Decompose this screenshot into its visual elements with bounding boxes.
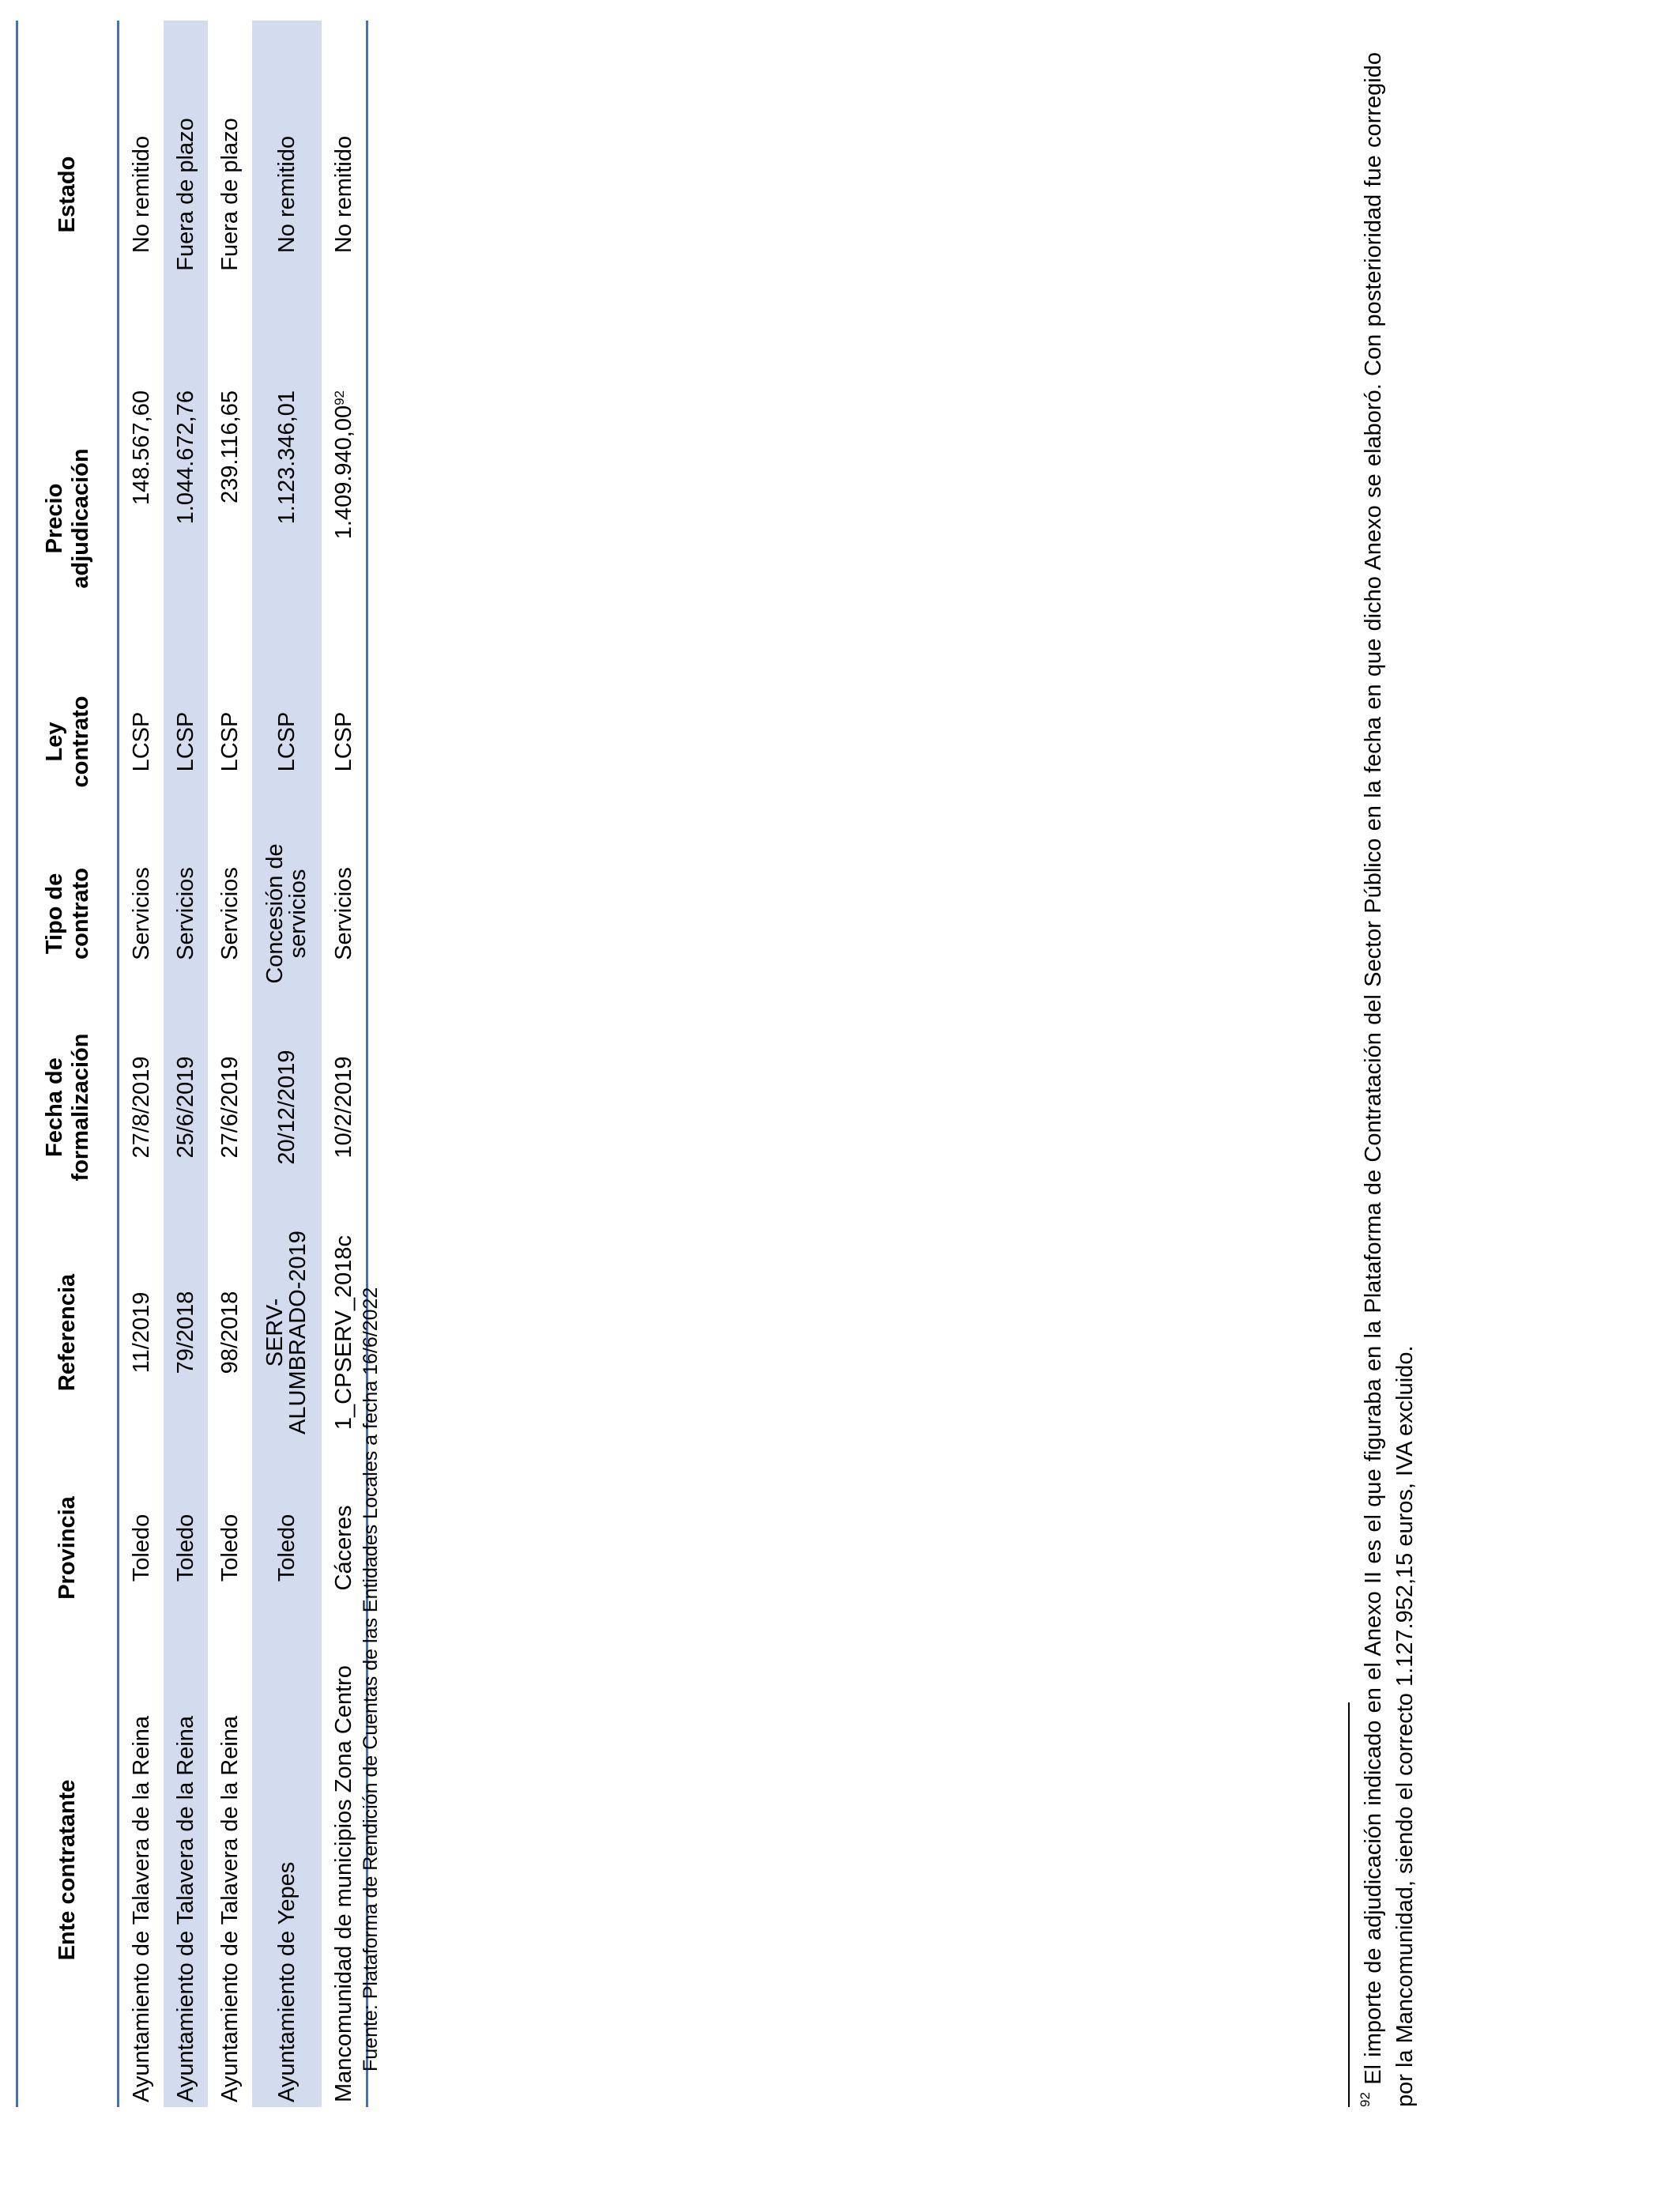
cell-ente: Ayuntamiento de Yepes [252, 1633, 322, 2107]
cell-provincia: Toledo [252, 1463, 322, 1633]
header-fecha: Fecha de formalización [17, 1012, 119, 1202]
cell-ente: Ayuntamiento de Talavera de la Reina [164, 1633, 208, 2107]
header-provincia: Provincia [17, 1463, 119, 1633]
cell-referencia: SERV- ALUMBRADO-2019 [252, 1202, 322, 1463]
cell-fecha: 20/12/2019 [252, 1012, 322, 1202]
cell-ley: LCSP [322, 669, 367, 815]
table-row [164, 21, 208, 2107]
cell-referencia: 11/2019 [128, 1291, 154, 1374]
cell-tipo: Servicios [128, 867, 154, 960]
cell-estado: No remitido [252, 21, 322, 368]
cell-ley: LCSP [164, 669, 208, 815]
cell-estado: No remitido [322, 21, 367, 368]
footnote-number: 92 [1358, 2092, 1373, 2107]
cell-estado: No remitido [128, 135, 154, 254]
cell-estado: Fuera de plazo [217, 118, 243, 271]
cell-tipo: Servicios [217, 867, 243, 960]
cell-ente: Mancomunidad de municipios Zona Centro [322, 1633, 367, 2107]
header-tipo: Tipo de contrato [17, 815, 119, 1012]
cell-ley: LCSP [217, 711, 243, 772]
footnote-ref-92[interactable]: 92 [331, 390, 347, 405]
cell-fecha: 27/6/2019 [217, 1056, 243, 1159]
footnote-separator [1348, 1702, 1350, 2107]
header-ley: Ley contrato [17, 669, 119, 815]
cell-fecha: 10/2/2019 [322, 1012, 367, 1202]
cell-estado: Fuera de plazo [164, 21, 208, 368]
cell-fecha: 25/6/2019 [164, 1012, 208, 1202]
cell-precio: 148.567,60 [128, 390, 154, 506]
table-source-note: Fuente: Plataforma de Rendición de Cuentas de las Entidades Locales a fecha 16/6/2022 [360, 1287, 382, 2071]
cell-provincia: Cáceres [322, 1463, 367, 1633]
contracts-table [16, 21, 368, 2107]
cell-provincia: Toledo [128, 1514, 154, 1582]
footnote-92 [1358, 52, 1421, 2107]
footnote-text: El importe de adjudicación indicado en el Anexo II es el que figuraba en la Plataforma de Contratación del Sector Público en la fecha en que dicho Anexo se elaboró. Con posterioridad fue corregido por la Mancomunidad, siendo el correcto 1.127.952,15 euros, IVA excluido. [1361, 52, 1418, 2107]
cell-precio: 1.044.672,76 [164, 368, 208, 669]
table-header-row [17, 21, 119, 2107]
cell-provincia: Toledo [217, 1514, 243, 1582]
header-estado: Estado [17, 21, 119, 368]
table-row [208, 21, 252, 2107]
cell-ley: LCSP [252, 669, 322, 815]
cell-precio: 1.409.940,00$^{92}$ [322, 368, 367, 669]
header-referencia: Referencia [17, 1202, 119, 1463]
cell-provincia: Toledo [164, 1463, 208, 1633]
contracts-table-wrapper [16, 21, 368, 2107]
header-precio: Precio adjudicación [17, 368, 119, 669]
cell-ente: Ayuntamiento de Talavera de la Reina [217, 1715, 243, 2102]
table-row [252, 21, 322, 2107]
header-ente: Ente contratante [17, 1633, 119, 2107]
cell-fecha: 27/8/2019 [128, 1056, 154, 1159]
table-row [119, 21, 164, 2107]
cell-ley: LCSP [128, 711, 154, 772]
cell-precio: 239.116,65 [217, 390, 243, 503]
cell-tipo: Servicios [164, 815, 208, 1012]
cell-precio: 1.123.346,01 [252, 368, 322, 669]
cell-referencia: 1_CPSERV_2018c [322, 1202, 367, 1463]
cell-referencia: 79/2018 [164, 1202, 208, 1463]
cell-tipo: Servicios [322, 815, 367, 1012]
cell-referencia: 98/2018 [217, 1291, 243, 1374]
cell-ente: Ayuntamiento de Talavera de la Reina [128, 1715, 154, 2102]
cell-tipo: Concesión de servicios [252, 815, 322, 1012]
